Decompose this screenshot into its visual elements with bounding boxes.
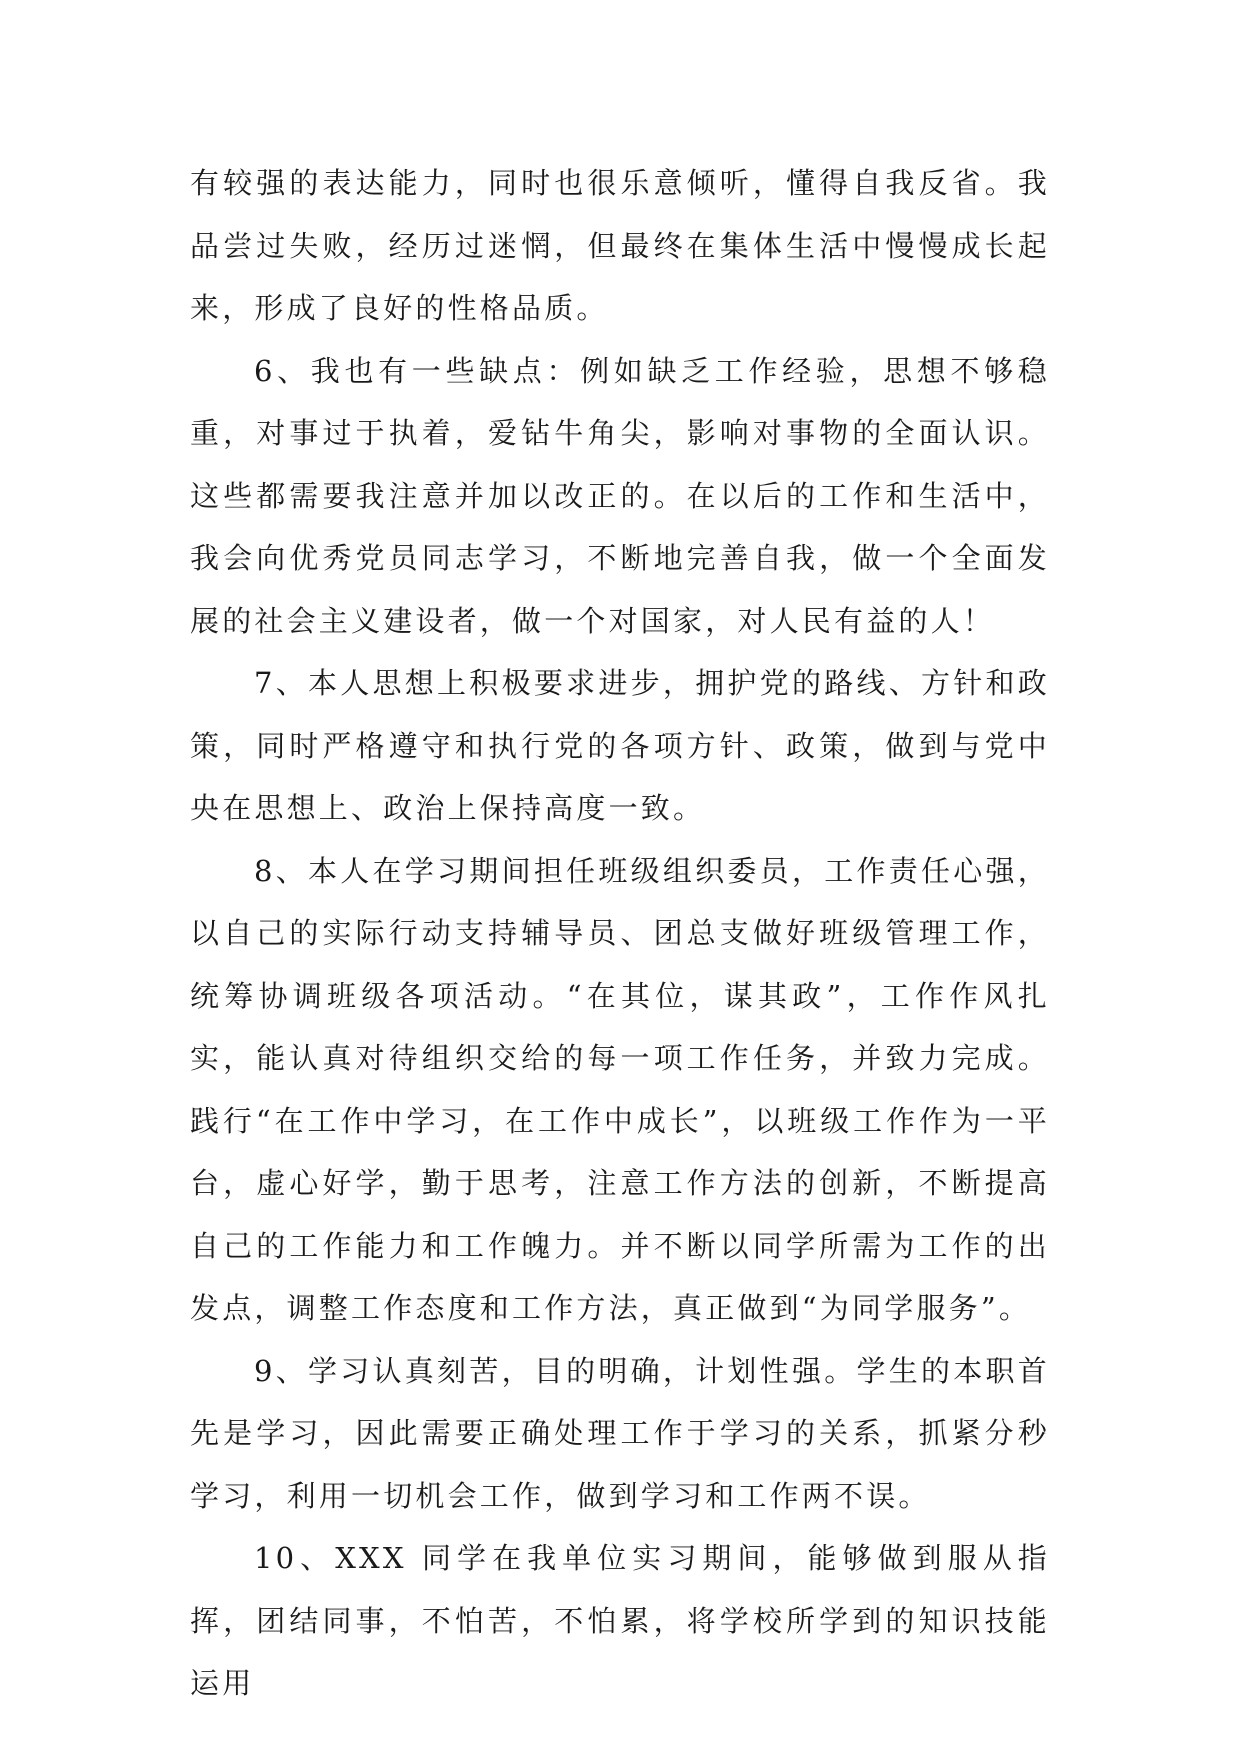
- paragraph-item-9: 9、学习认真刻苦，目的明确，计划性强。学生的本职首先是学习，因此需要正确处理工作于学习的关系，抓紧分秒学习，利用一切机会工作，做到学习和工作两不误。: [190, 1353, 1050, 1513]
- paragraph-item-10: 10、XXX 同学在我单位实习期间，能够做到服从指挥，团结同事，不怕苦，不怕累，将学校所学到的知识技能运用: [190, 1541, 1050, 1700]
- paragraph-item-7: 7、本人思想上积极要求进步，拥护党的路线、方针和政策，同时严格遵守和执行党的各项方针、政策，做到与党中央在思想上、政治上保持高度一致。: [190, 666, 1050, 825]
- paragraph-item-8: 8、本人在学习期间担任班级组织委员，工作责任心强，以自己的实际行动支持辅导员、团总支做好班级管理工作，统筹协调班级各项活动。“在其位，谋其政”，工作作风扎实，能认真对待组织交给的每一项工作任务，并致力完成。践行“在工作中学习，在工作中成长”，以班级工作作为一平台，虚心好学，勤于思考，注意工作方法的创新，不断提高自己的工作能力和工作魄力。并不断以同学所需为工作的出发点，调整工作态度和工作方法，真正做到“为同学服务”。: [190, 853, 1050, 1325]
- paragraph-continuation: 有较强的表达能力，同时也很乐意倾听，懂得自我反省。我品尝过失败，经历过迷惘，但最终在集体生活中慢慢成长起来，形成了良好的性格品质。: [190, 166, 1050, 325]
- paragraph-item-6: 6、我也有一些缺点：例如缺乏工作经验，思想不够稳重，对事过于执着，爱钻牛角尖，影响对事物的全面认识。这些都需要我注意并加以改正的。在以后的工作和生活中，我会向优秀党员同志学习，不断地完善自我，做一个全面发展的社会主义建设者，做一个对国家，对人民有益的人！: [190, 353, 1050, 638]
- document-body: [190, 152, 1050, 1715]
